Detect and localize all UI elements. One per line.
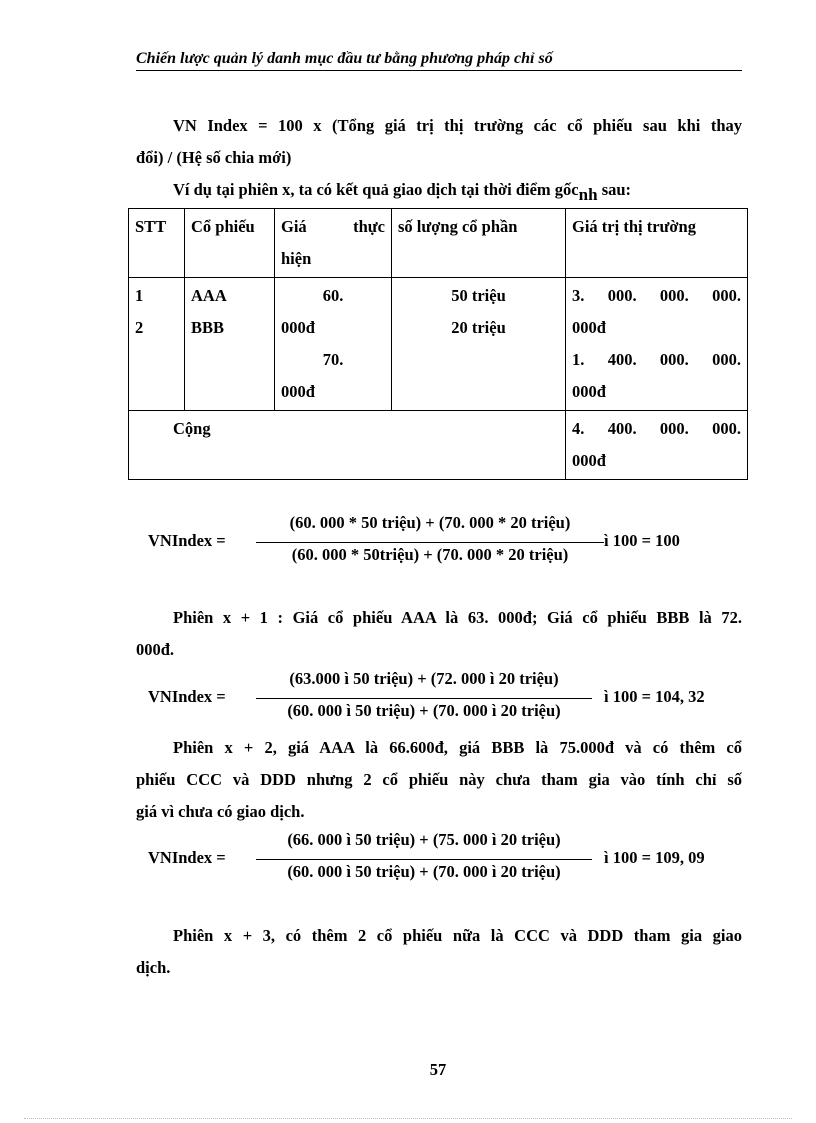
formula-2-denominator: (60. 000 ì 50 triệu) + (70. 000 ì 20 triệu) (287, 701, 561, 720)
session-2-line-3: giá vì chưa có giao dịch. (136, 802, 305, 821)
session-3-paragraph (136, 920, 742, 984)
formula-1-lhs: VNIndex = (148, 531, 226, 550)
value-aaa-part-2: 000đ (572, 318, 606, 337)
formula-3 (148, 830, 748, 890)
formula-2-bar (256, 698, 592, 699)
stt-2: 2 (135, 318, 144, 337)
price-aaa-part-1: 60. (322, 286, 344, 305)
formula-1-rhs: ì 100 = 100 (604, 531, 680, 550)
header-qty: số lượng cổ phần (392, 209, 566, 278)
running-header (136, 50, 742, 71)
session-2-paragraph (136, 732, 742, 828)
header-stock: Cổ phiếu (185, 209, 275, 278)
index-formula-paragraph (136, 110, 742, 174)
header-price-line-2: hiện (281, 249, 312, 268)
value-aaa-part-1: 3. 000. 000. 000. (572, 286, 741, 305)
formula-1-fraction (256, 513, 604, 573)
session-1-line-1: Phiên x + 1 : Giá cổ phiếu AAA là 63. 000đ; Giá cổ phiếu BBB là 72. (173, 608, 742, 627)
formula-2-fraction (256, 669, 592, 729)
header-price-word-1: Giá (281, 217, 307, 236)
header-stt: STT (129, 209, 185, 278)
example-text: Ví dụ tại phiên x, ta có kết quả giao dịch tại thời điểm gốc (173, 180, 579, 199)
price-aaa-part-2: 000đ (281, 318, 315, 337)
formula-3-lhs: VNIndex = (148, 848, 226, 867)
value-bbb-part-1: 1. 400. 000. 000. (572, 350, 741, 369)
stt-1: 1 (135, 286, 144, 305)
stock-aaa: AAA (191, 286, 227, 305)
cell-qty (392, 278, 566, 411)
cell-price (275, 278, 392, 411)
cell-stt (129, 278, 185, 411)
footer-divider (24, 1118, 792, 1119)
qty-aaa: 50 triệu (451, 286, 506, 305)
table-row (129, 278, 748, 411)
session-1-paragraph (136, 602, 742, 666)
session-3-line-1: Phiên x + 3, có thêm 2 cổ phiếu nữa là CCC và DDD tham gia giao (173, 926, 742, 945)
formula-3-numerator: (66. 000 ì 50 triệu) + (75. 000 ì 20 triệu) (287, 830, 561, 849)
formula-2-numerator: (63.000 ì 50 triệu) + (72. 000 ì 20 triệu) (289, 669, 559, 688)
header-price (275, 209, 392, 278)
formula-1-denominator: (60. 000 * 50triệu) + (70. 000 * 20 triệu) (291, 545, 569, 564)
session-2-line-2: phiếu CCC và DDD nhưng 2 cổ phiếu này chưa tham gia vào tính chỉ số (136, 770, 742, 789)
formula-3-fraction (256, 830, 592, 890)
table-total-row (129, 411, 748, 480)
formula-3-denominator: (60. 000 ì 50 triệu) + (70. 000 ì 20 triệu) (287, 862, 561, 881)
formula-3-bar (256, 859, 592, 860)
session-1-line-2: 000đ. (136, 640, 175, 659)
formula-2-lhs: VNIndex = (148, 687, 226, 706)
example-paragraph (136, 174, 742, 211)
value-bbb-part-2: 000đ (572, 382, 606, 401)
session-2-line-1: Phiên x + 2, giá AAA là 66.600đ, giá BBB là 75.000đ và có thêm cổ (173, 738, 742, 757)
table-header-row (129, 209, 748, 278)
formula-1-numerator: (60. 000 * 50 triệu) + (70. 000 * 20 triệu) (289, 513, 571, 532)
example-line (136, 174, 742, 211)
example-subscript: nh (578, 185, 598, 204)
header-price-line-1 (281, 211, 385, 243)
example-tail: sau: (597, 180, 632, 199)
total-label: Cộng (129, 411, 566, 480)
formula-1 (148, 513, 748, 573)
page-number: 57 (429, 1060, 447, 1079)
index-formula-line-2: đổi) / (Hệ số chia mới) (136, 148, 292, 167)
formula-3-rhs: ì 100 = 109, 09 (604, 848, 705, 867)
cell-stock (185, 278, 275, 411)
total-value-part-1: 4. 400. 000. 000. (572, 419, 741, 438)
formula-2 (148, 669, 748, 729)
formula-2-rhs: ì 100 = 104, 32 (604, 687, 705, 706)
session-3-line-2: dịch. (136, 958, 171, 977)
header-title: Chiến lược quản lý danh mục đầu tư bằng phương pháp chỉ số (136, 50, 553, 67)
trade-table (128, 208, 748, 480)
price-bbb-part-1: 70. (322, 350, 344, 369)
formula-1-bar (256, 542, 604, 543)
header-value: Giá trị thị trường (566, 209, 748, 278)
index-formula-line-1: VN Index = 100 x (Tổng giá trị thị trường các cổ phiếu sau khi thay (173, 116, 742, 135)
price-bbb-part-2: 000đ (281, 382, 315, 401)
cell-value (566, 278, 748, 411)
qty-bbb: 20 triệu (451, 318, 506, 337)
total-value (566, 411, 748, 480)
header-price-word-2: thực (353, 217, 385, 236)
total-value-part-2: 000đ (572, 451, 606, 470)
stock-bbb: BBB (191, 318, 225, 337)
